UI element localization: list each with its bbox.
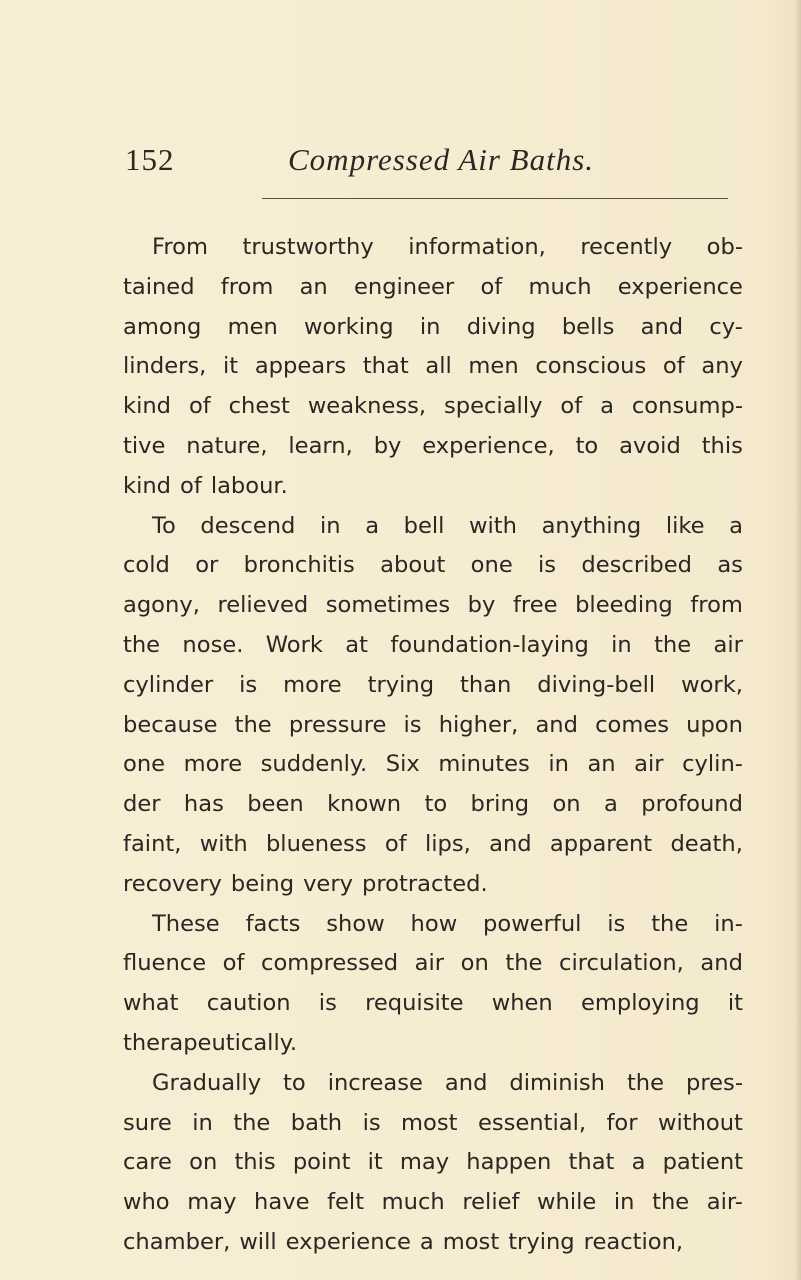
text-line: fluence of compressed air on the circulation, and [123, 950, 743, 977]
text-line: sure in the bath is most essential, for without [123, 1109, 743, 1136]
text-line: tained from an engineer of much experience [123, 273, 743, 300]
text-line: chamber, will experience a most trying reaction, [123, 1228, 684, 1255]
text-line: linders, it appears that all men conscious of any [123, 353, 743, 380]
text-line: one more suddenly. Six minutes in an air cylin- [123, 751, 743, 778]
body-text [123, 228, 743, 1263]
text-line: kind of chest weakness, specially of a consump- [123, 393, 743, 420]
text-line: These facts show how powerful is the in- [152, 910, 743, 937]
text-line: care on this point it may happen that a patient [123, 1149, 743, 1176]
running-title: Compressed Air Baths. [288, 142, 595, 177]
text-line: recovery being very protracted. [123, 870, 488, 897]
text-line: the nose. Work at foundation-laying in the air [123, 631, 743, 658]
text-line: cylinder is more trying than diving-bell work, [123, 671, 743, 698]
text-line: because the pressure is higher, and comes upon [123, 711, 743, 738]
text-line: therapeutically. [123, 1029, 298, 1056]
text-line: Gradually to increase and diminish the pres- [152, 1069, 743, 1096]
page-number: 152 [125, 142, 175, 177]
text-line: what caution is requisite when employing it [123, 990, 743, 1017]
text-line: kind of labour. [123, 472, 288, 499]
page-edge-shadow [795, 0, 801, 1280]
text-line: among men working in diving bells and cy- [123, 313, 743, 340]
text-line: To descend in a bell with anything like a [152, 512, 743, 539]
text-line: der has been known to bring on a profound [123, 791, 743, 818]
text-line: From trustworthy information, recently ob- [152, 234, 743, 260]
header-rule [262, 198, 728, 199]
text-line: tive nature, learn, by experience, to avoid this [123, 432, 743, 459]
text-line: faint, with blueness of lips, and apparent death, [123, 830, 743, 857]
text-line: agony, relieved sometimes by free bleeding from [123, 592, 743, 619]
page-header [0, 128, 801, 188]
text-line: cold or bronchitis about one is described as [123, 552, 743, 579]
text-line: who may have felt much relief while in the air- [123, 1189, 743, 1216]
